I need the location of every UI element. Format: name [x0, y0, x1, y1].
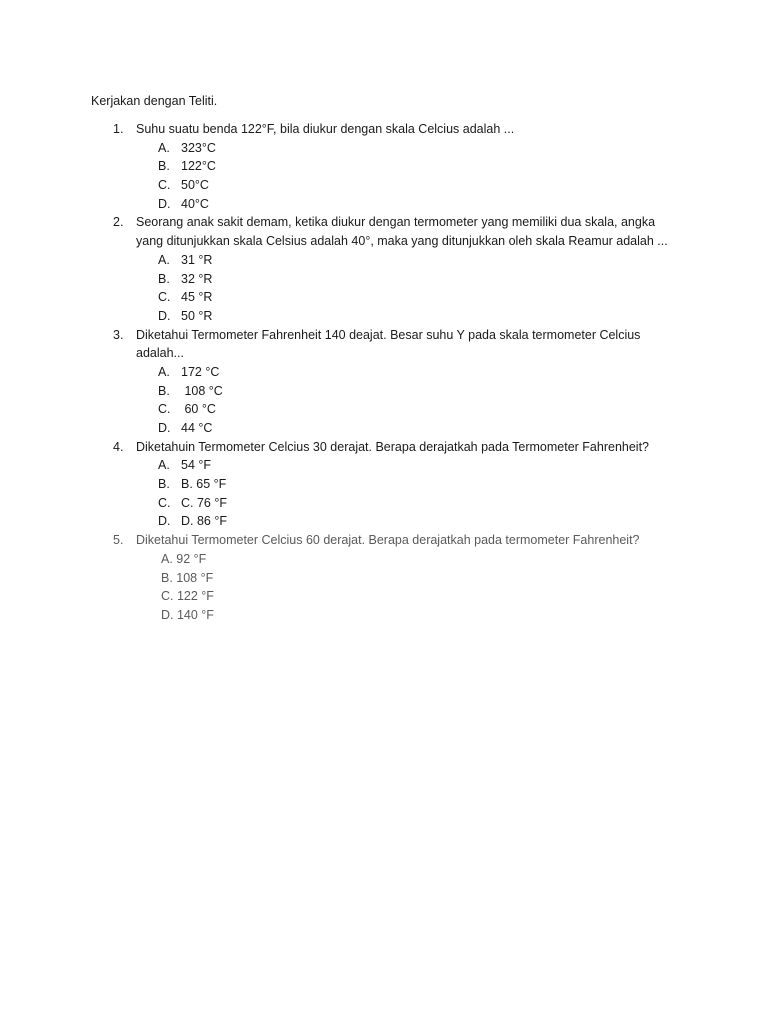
question-line: [0, 232, 768, 251]
option-letter: B.: [158, 383, 170, 398]
option-b: [0, 157, 768, 176]
option-text: 108 °C: [181, 383, 223, 398]
option-letter: B.: [158, 477, 170, 492]
option-text: 31 °R: [181, 252, 213, 267]
question-line: [0, 438, 768, 457]
question-number: 2.: [113, 215, 124, 230]
option-text: 60 °C: [181, 402, 216, 417]
option-letter: A.: [158, 140, 170, 155]
option-text: 122°C: [181, 159, 216, 174]
option-letter: A.: [158, 458, 170, 473]
option-a: [0, 139, 768, 158]
question-3: [0, 326, 768, 438]
question-line: [0, 120, 768, 139]
option-text: 45 °R: [181, 290, 213, 305]
option-c: [0, 400, 768, 419]
question-text: Diketahuin Termometer Celcius 30 derajat. Berapa derajatkah pada Termometer Fahrenheit?: [136, 439, 650, 454]
question-text: Seorang anak sakit demam, ketika diukur dengan termometer yang memiliki dua skala, angka: [136, 215, 656, 230]
option-text: D. 86 °F: [181, 514, 227, 529]
option-c: [0, 288, 768, 307]
option-text: 50°C: [181, 178, 209, 193]
option-letter: B.: [158, 271, 170, 286]
option-c: [0, 176, 768, 195]
option-text: B. 108 °F: [161, 570, 214, 585]
option-letter: A.: [158, 364, 170, 379]
option-letter: A.: [158, 252, 170, 267]
option-b: [0, 569, 768, 588]
option-letter: B.: [158, 159, 170, 174]
option-text: 323°C: [181, 140, 216, 155]
option-text: B. 65 °F: [181, 477, 227, 492]
instruction-text: Kerjakan dengan Teliti.: [91, 94, 218, 108]
question-1: [0, 120, 768, 213]
option-text: C. 76 °F: [181, 495, 227, 510]
question-5: [0, 531, 768, 624]
question-line: [0, 531, 768, 550]
option-text: 40°C: [181, 196, 209, 211]
question-line: [0, 344, 768, 363]
question-line: [0, 326, 768, 345]
question-text: Suhu suatu benda 122°F, bila diukur dengan skala Celcius adalah ...: [136, 122, 515, 136]
question-number: 3.: [113, 327, 124, 342]
option-text: 50 °R: [181, 308, 213, 323]
option-d: [0, 195, 768, 214]
option-a: [0, 456, 768, 475]
option-c: [0, 587, 768, 606]
option-text: C. 122 °F: [161, 589, 214, 604]
option-d: [0, 419, 768, 438]
question-number: 4.: [113, 439, 124, 454]
option-letter: C.: [158, 178, 171, 193]
option-text: 32 °R: [181, 271, 213, 286]
option-text: 54 °F: [181, 458, 212, 473]
option-letter: D.: [158, 421, 171, 435]
question-4: [0, 438, 768, 531]
question-number: 5.: [113, 533, 124, 548]
option-letter: C.: [158, 402, 171, 417]
option-c: [0, 494, 768, 513]
option-text: 172 °C: [181, 364, 220, 379]
option-a: [0, 363, 768, 382]
question-text: Diketahui Termometer Celcius 60 derajat. Berapa derajatkah pada termometer Fahrenheit?: [136, 533, 640, 548]
question-text: yang ditunjukkan skala Celsius adalah 40°, maka yang ditunjukkan oleh skala Reamur adalah ...: [136, 234, 668, 249]
option-text: D. 140 °F: [161, 607, 214, 622]
option-d: [0, 512, 768, 531]
question-number: 1.: [113, 122, 124, 136]
question-text: adalah...: [136, 346, 184, 361]
option-text: 44 °C: [181, 421, 213, 435]
option-letter: D.: [158, 196, 171, 211]
question-list: [0, 120, 768, 625]
question-line: [0, 213, 768, 232]
question-2: [0, 213, 768, 325]
option-b: [0, 270, 768, 289]
option-letter: D.: [158, 514, 171, 529]
option-d: [0, 307, 768, 326]
option-letter: D.: [158, 308, 171, 323]
option-d: [0, 606, 768, 625]
option-b: [0, 382, 768, 401]
question-text: Diketahui Termometer Fahrenheit 140 deajat. Besar suhu Y pada skala termometer Celcius: [136, 327, 641, 342]
option-b: [0, 475, 768, 494]
option-a: [0, 251, 768, 270]
option-a: [0, 550, 768, 569]
option-letter: C.: [158, 290, 171, 305]
option-letter: C.: [158, 495, 171, 510]
option-text: A. 92 °F: [161, 551, 207, 566]
